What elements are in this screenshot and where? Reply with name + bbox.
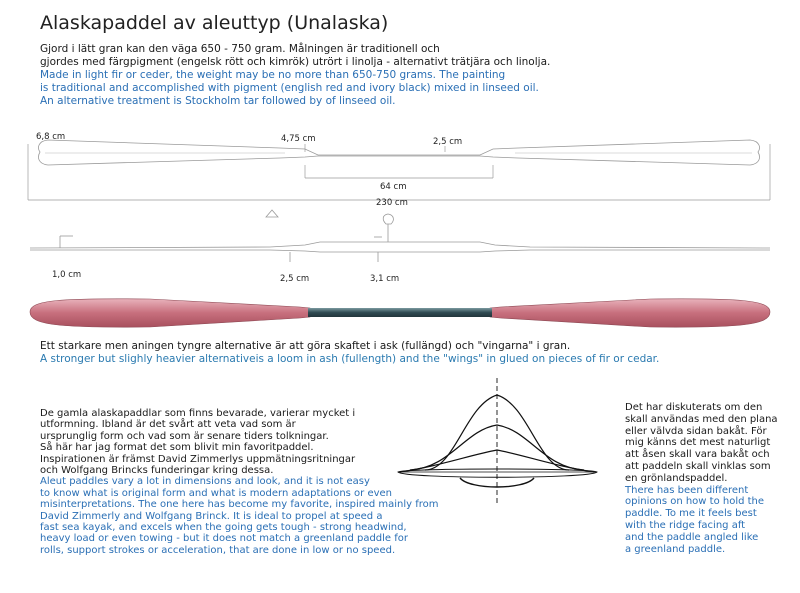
history-swedish-line: De gamla alaskapaddlar som finns bevarade, varierar mycket i: [40, 408, 356, 419]
dim-thickness-tip: 1,0 cm: [52, 270, 82, 280]
strength-note-swedish: Ett starkare men aningen tyngre alternative är att göra skaftet i ask (fullängd) och "vingarna" i gran.: [40, 340, 571, 352]
history-english-line: heavy load or even towing - but it does not match a greenland paddle for: [40, 533, 408, 545]
orientation-swedish-line: att paddeln skall vinklas som: [625, 460, 771, 472]
history-swedish-line: Inspirationen är främst David Zimmerlys uppmätningsritningar: [40, 453, 356, 465]
orientation-note: [625, 402, 778, 555]
paddle-side-view: [30, 210, 770, 262]
paddle-top-view: [39, 140, 760, 165]
intro-english-line: An alternative treatment is Stockholm tar followed by of linseed oil.: [40, 95, 396, 107]
strength-note: [40, 340, 659, 366]
history-english-line: David Zimmerly and Wolfgang Brinck. It is ideal to propel at speed a: [40, 510, 383, 522]
orientation-english-line: and the paddle angled like: [625, 531, 759, 543]
intro-swedish-line: Gjord i lätt gran kan den väga 650 - 750 gram. Målningen är traditionell och: [40, 43, 440, 55]
history-english-line: to know what is original form and what is modern adaptations or even: [40, 487, 393, 499]
history-english-line: misinterpretations. The one here has become my favorite, inspired mainly from: [40, 499, 439, 511]
history-swedish-line: ursprunglig form och vad som är senare tiders tolkningar.: [40, 430, 329, 442]
orientation-swedish-line: skall användas med den plana: [625, 413, 778, 425]
history-english-line: fast sea kayak, and excels when the going gets tough - strong headwind,: [40, 522, 407, 534]
dim-thickness-loom: 3,1 cm: [370, 274, 400, 284]
dim-loom-length: 64 cm: [380, 182, 407, 192]
orientation-swedish-line: att åsen skall vara bakåt och: [625, 449, 770, 461]
orientation-english-line: a greenland paddle.: [625, 543, 726, 555]
orientation-english-line: with the ridge facing aft: [625, 519, 746, 531]
history-english-line: Aleut paddles vary a lot in dimensions and look, and it is not easy: [40, 476, 370, 488]
dim-blade-width-tip: 6,8 cm: [36, 132, 66, 142]
intro-swedish-line: gjordes med färgpigment (engelsk rött och kimrök) utrört i linolja - alternativt trätjära och linolja.: [40, 56, 551, 68]
orientation-swedish-line: mig känns det mest naturligt: [625, 437, 771, 449]
orientation-english-line: paddle. To me it feels best: [625, 508, 757, 520]
orientation-swedish-line: eller välvda sidan bakåt. För: [625, 425, 767, 437]
dim-thickness-mid: 2,5 cm: [280, 274, 310, 284]
history-swedish-line: Så här har jag format det som blivit min favoritpaddel.: [40, 442, 314, 454]
orientation-swedish-line: en grönlandspaddel.: [625, 472, 728, 484]
page-title: Alaskapaddel av aleuttyp (Unalaska): [40, 12, 389, 34]
intro-english-line: Made in light fir or ceder, the weight may be no more than 650-750 grams. The painting: [40, 69, 506, 81]
history-swedish-line: utformning. Ibland är det svårt att veta vad som är: [40, 419, 296, 431]
history-text: [40, 408, 439, 556]
orientation-english-line: There has been different: [625, 484, 749, 496]
strength-note-english: A stronger but slighly heavier alternativeis a loom in ash (fullength) and the "wings" in glued on pieces of fir or cedar.: [40, 353, 660, 365]
dim-total-length: 230 cm: [376, 198, 408, 208]
orientation-swedish-line: Det har diskuterats om den: [625, 402, 763, 413]
dim-blade-width-root: 4,75 cm: [281, 134, 316, 144]
history-english-line: rolls, support strokes or acceleration, that are done in low or no speed.: [40, 544, 396, 556]
history-swedish-line: och Wolfgang Brincks funderingar kring dessa.: [40, 465, 274, 477]
dim-blade-width-mid: 2,5 cm: [433, 137, 463, 147]
orientation-english-line: opinions on how to hold the: [625, 496, 765, 508]
intro-english-line: is traditional and accomplished with pigment (english red and ivory black) mixed in linseed oil.: [40, 82, 539, 94]
painted-paddle: [30, 299, 770, 327]
